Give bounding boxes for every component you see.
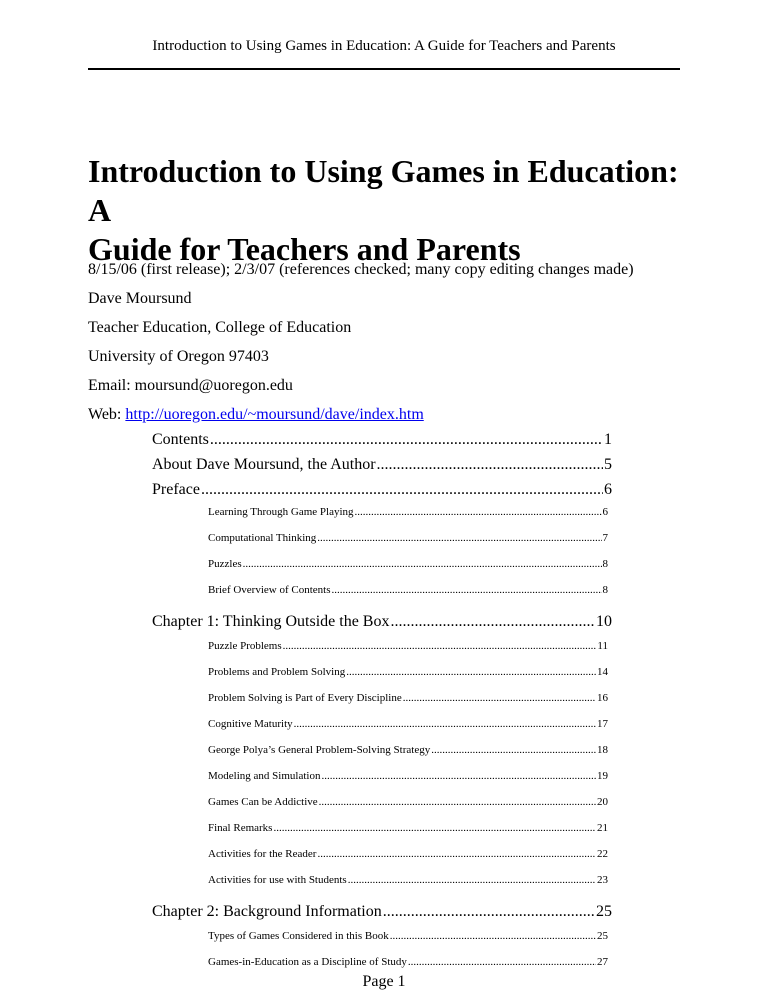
toc-entry-page: 25 (597, 930, 608, 942)
toc-leader-dots (403, 691, 596, 705)
toc-entry-label: Activities for the Reader (208, 848, 317, 860)
toc-subentry[interactable] (152, 769, 608, 795)
toc-subentry[interactable] (152, 743, 608, 769)
toc-entry-page: 22 (597, 848, 608, 860)
toc-entry-label: Activities for use with Students (208, 874, 347, 886)
toc-entry-page: 6 (604, 481, 612, 498)
web-label: Web: (88, 406, 126, 423)
toc-entry-page: 8 (602, 584, 608, 596)
toc-entry-page: 14 (597, 666, 608, 678)
toc-entry-page: 8 (602, 558, 608, 570)
toc-leader-dots (294, 717, 596, 731)
toc-entry-label: Games Can be Addictive (208, 796, 318, 808)
toc-entry-label: Preface (152, 481, 200, 498)
toc-entry-label: Problems and Problem Solving (208, 666, 346, 678)
toc-entry-label: Learning Through Game Playing (208, 506, 354, 518)
toc-entry-page: 23 (597, 874, 608, 886)
toc-subentry[interactable] (152, 929, 608, 955)
title-line-2: Guide for Teachers and Parents (88, 231, 521, 267)
toc-entry-label: Modeling and Simulation (208, 770, 321, 782)
page-number-footer: Page 1 (362, 973, 406, 990)
toc-leader-dots (377, 455, 603, 475)
toc-leader-dots (283, 639, 597, 653)
toc-subentry[interactable] (152, 717, 608, 743)
toc-leader-dots (321, 769, 596, 783)
toc-leader-dots (408, 955, 596, 969)
toc-entry-label: Brief Overview of Contents (208, 584, 331, 596)
toc-subentry[interactable] (152, 691, 608, 717)
toc-entry-page: 7 (602, 532, 608, 544)
toc-entry-page: 21 (597, 822, 608, 834)
toc-leader-dots (355, 505, 602, 519)
toc-subentry[interactable] (152, 873, 608, 899)
toc-subentry[interactable] (152, 531, 608, 557)
toc-subentry[interactable] (152, 821, 608, 847)
toc-entry-page: 20 (597, 796, 608, 808)
toc-entry[interactable] (152, 612, 612, 639)
toc-subentry[interactable] (152, 557, 608, 583)
toc-subentry[interactable] (152, 505, 608, 531)
toc-entry-label: Computational Thinking (208, 532, 317, 544)
toc-entry-page: 1 (604, 431, 612, 448)
email: Email: moursund@uoregon.edu (88, 377, 293, 394)
toc-entry-page: 16 (597, 692, 608, 704)
toc-entry-page: 10 (596, 613, 612, 630)
toc-leader-dots (431, 743, 596, 757)
toc-entry-label: Final Remarks (208, 822, 273, 834)
toc-leader-dots (390, 929, 596, 943)
toc-subentry[interactable] (152, 795, 608, 821)
toc-leader-dots (319, 795, 596, 809)
toc-entry-page: 25 (596, 903, 612, 920)
toc-leader-dots (317, 531, 601, 545)
toc-leader-dots (317, 847, 596, 861)
toc-subentry[interactable] (152, 639, 608, 665)
toc-entry[interactable] (152, 480, 612, 505)
toc-entry-page: 5 (604, 456, 612, 473)
toc-entry-page: 11 (597, 640, 608, 652)
toc-entry-label: Games-in-Education as a Discipline of Study (208, 956, 407, 968)
running-header: Introduction to Using Games in Education: A Guide for Teachers and Parents (152, 38, 616, 54)
author-name: Dave Moursund (88, 290, 192, 307)
toc-entry-label: Puzzles (208, 558, 242, 570)
release-info: 8/15/06 (first release); 2/3/07 (references checked; many copy editing changes made) (88, 261, 634, 278)
toc-entry-page: 17 (597, 718, 608, 730)
header-rule (88, 68, 680, 70)
toc-leader-dots (201, 480, 603, 500)
toc-entry-label: Contents (152, 431, 209, 448)
toc-entry-page: 18 (597, 744, 608, 756)
toc-entry-page: 19 (597, 770, 608, 782)
toc-subentry[interactable] (152, 665, 608, 691)
toc-leader-dots (346, 665, 596, 679)
toc-leader-dots (348, 873, 596, 887)
toc-entry-label: Types of Games Considered in this Book (208, 930, 389, 942)
university: University of Oregon 97403 (88, 348, 269, 365)
table-of-contents (152, 430, 612, 981)
toc-entry-label: Chapter 1: Thinking Outside the Box (152, 613, 390, 630)
toc-entry-label: Cognitive Maturity (208, 718, 293, 730)
toc-entry-label: George Polya’s General Problem-Solving Strategy (208, 744, 431, 756)
toc-entry-label: Problem Solving is Part of Every Discipline (208, 692, 402, 704)
toc-entry[interactable] (152, 455, 612, 480)
toc-leader-dots (383, 902, 595, 922)
toc-leader-dots (210, 430, 603, 450)
toc-leader-dots (273, 821, 596, 835)
toc-leader-dots (390, 612, 595, 632)
web-link[interactable]: http://uoregon.edu/~moursund/dave/index.htm (125, 406, 424, 423)
title-line-1: Introduction to Using Games in Education: A (88, 153, 679, 228)
toc-entry[interactable] (152, 430, 612, 455)
toc-subentry[interactable] (152, 583, 608, 609)
document-meta (88, 260, 688, 434)
toc-entry-label: About Dave Moursund, the Author (152, 456, 376, 473)
toc-subentry[interactable] (152, 847, 608, 873)
toc-entry-page: 6 (602, 506, 608, 518)
toc-leader-dots (243, 557, 602, 571)
toc-entry-label: Chapter 2: Background Information (152, 903, 382, 920)
toc-entry-page: 27 (597, 956, 608, 968)
toc-leader-dots (332, 583, 602, 597)
department: Teacher Education, College of Education (88, 319, 352, 336)
document-title (88, 152, 688, 269)
toc-entry-label: Puzzle Problems (208, 640, 282, 652)
toc-entry[interactable] (152, 902, 612, 929)
